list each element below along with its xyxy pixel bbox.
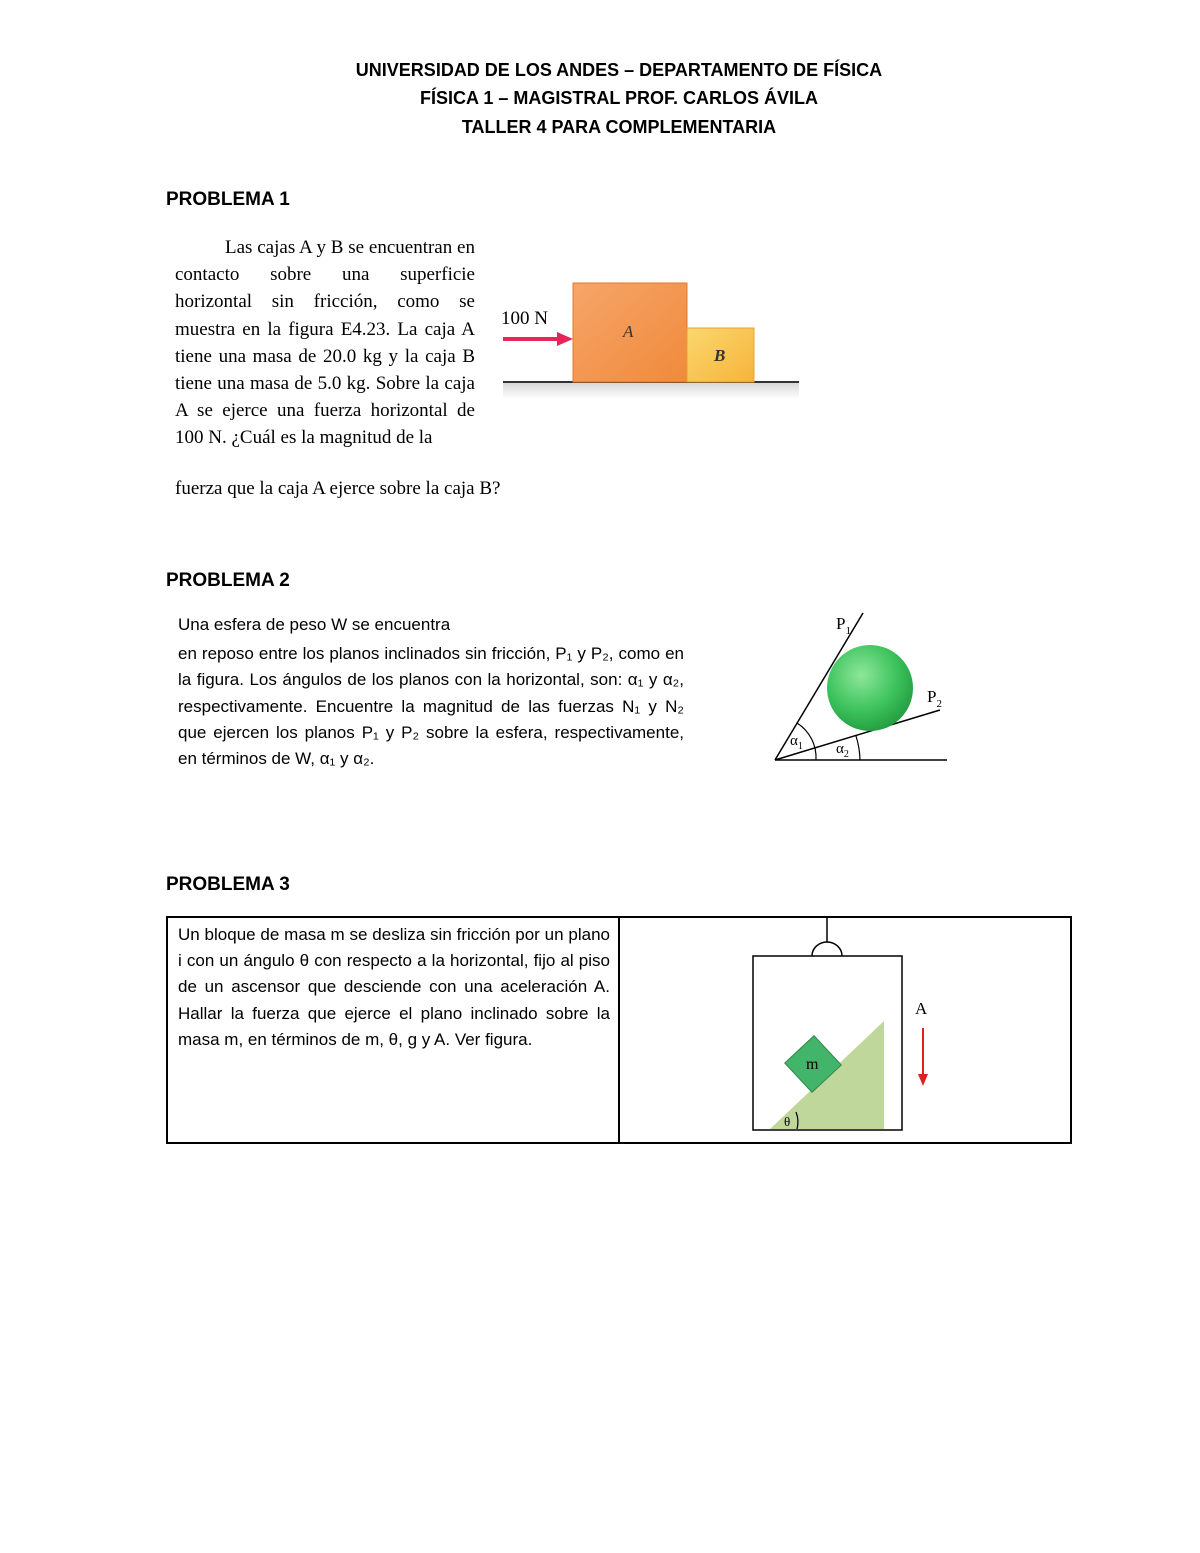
mass-label: m <box>806 1056 819 1073</box>
problem1-text-block <box>175 234 475 452</box>
alpha1-label: $\alpha_1$ <box>790 733 803 752</box>
problem1-title: PROBLEMA 1 <box>166 189 290 210</box>
p2-label: $P_2$ <box>927 687 942 710</box>
problem3-figure <box>740 916 950 1136</box>
problem1-text-last: fuerza que la caja A ejerce sobre la caja B? <box>175 478 501 499</box>
problem1-text: Las cajas A y B se encuentran en contacto sobre una superficie horizontal sin fricción, como se muestra en la figura E4.23. La caja A tiene una masa de 20.0 kg y la caja B tiene una masa de 5.0 kg. Sobre la caja A se ejerce una fuerza horizontal de 100 N. ¿Cuál es la magnitud de la <box>175 237 475 449</box>
elevator-hook <box>812 942 842 956</box>
accel-label: A <box>915 999 928 1018</box>
problem2-figure <box>770 605 955 770</box>
force-arrow-head <box>557 332 573 346</box>
accel-arrow-head <box>918 1074 928 1086</box>
force-label: 100 N <box>501 308 548 329</box>
header-course: FÍSICA 1 – MAGISTRAL PROF. CARLOS ÁVILA <box>419 88 819 108</box>
problem2-text-first: Una esfera de peso W se encuentra <box>178 615 451 634</box>
problem2-title: PROBLEMA 2 <box>166 570 290 591</box>
box-b-label: B <box>714 346 726 365</box>
problem3-table-divider <box>618 918 620 1142</box>
box-a-label: A <box>623 322 634 341</box>
alpha2-label: $\alpha_2$ <box>836 741 849 760</box>
angle-arc-2 <box>856 736 860 760</box>
header-taller: TALLER 4 PARA COMPLEMENTARIA <box>461 117 777 137</box>
header-university: UNIVERSIDAD DE LOS ANDES – DEPARTAMENTO DE FÍSICA <box>355 60 883 80</box>
problem1-ground-shadow <box>503 383 799 399</box>
problem3-text: Un bloque de masa m se desliza sin fricción por un plano i con un ángulo θ con respecto a la horizontal, fijo al piso de un ascensor que desciende con una aceleración A. Hallar la fuerza que ejerce el plano inclinado sobre la masa m, en términos de m, θ, g y A. Ver figura. <box>178 925 610 1049</box>
problem2-text: en reposo entre los planos inclinados sin fricción, P₁ y P₂, como en la figura. Los ángulos de los planos con la horizontal, son: α₁ y α₂, respectivamente. Encuentre la magnitud de las fuerzas N₁ y N₂ que ejercen los planos P₁ y P₂ sobre la esfera, respectivamente, en términos de W, α₁ y α₂. <box>178 644 684 769</box>
problem3-title: PROBLEMA 3 <box>166 874 290 895</box>
theta-label: θ <box>784 1114 791 1129</box>
sphere <box>827 645 913 731</box>
p1-label: $P_1$ <box>836 614 851 637</box>
problem1-figure <box>495 275 805 405</box>
